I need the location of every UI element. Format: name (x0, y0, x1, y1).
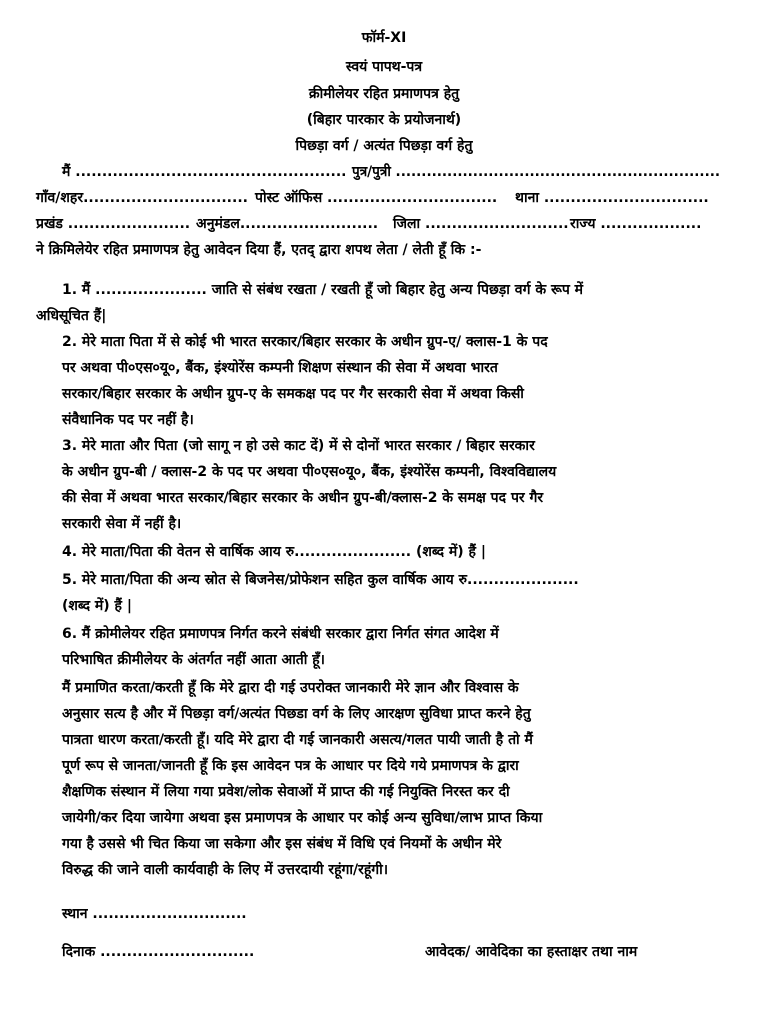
certify-line-5: शैक्षणिक संस्थान में लिया गया प्रवेश/लोक सेवाओं में प्राप्त की गई नियुक्ति निरस्त कर दी (62, 784, 510, 800)
form-number: फॉर्म-XI (361, 30, 407, 46)
certify-line-8: विरुद्ध की जाने वाली कार्यवाही के लिए में उत्तरदायी रहूंगा/रहूंगी। (62, 862, 389, 878)
point-2-line-3: सरकार/बिहार सरकार के अधीन ग्रुप-ए के समकक्ष पद पर गैर सरकारी सेवा में अथवा किसी (62, 386, 524, 402)
point-2-line-4: संवैधानिक पद पर नहीं है। (62, 412, 194, 428)
point-3-line-3: की सेवा में अथवा भारत सरकार/बिहार सरकार के अधीन ग्रुप-बी/क्लास-2 के समक्ष पद पर गैर (62, 490, 544, 506)
certify-line-7: गया है उससे भी चित किया जा सकेगा और इस संबंध में विधि एवं नियमों के अधीन मेरे (62, 836, 502, 852)
point-1-line-2: अधिसूचित हैं| (36, 308, 107, 324)
point-6-line-2: परिभाषित क्रीमीलेयर के अंतर्गत नहीं आता आती हूँ। (62, 652, 325, 668)
declaration-line: ने क्रिमिलेयेर रहित प्रमाणपत्र हेतु आवेदन दिया हैं, एतद् द्वारा शपथ लेता / लेती हूँ कि :- (36, 242, 482, 258)
police-station-field: थाना ............................... (515, 190, 709, 206)
date-field: दिनाक ............................. (62, 944, 255, 960)
point-4-line-1: 4. मेरे माता/पिता की वेतन से वार्षिक आय रु...................... (शब्द में) हैं | (62, 544, 486, 560)
block-field: प्रखंड ....................... (36, 216, 191, 232)
point-2-line-2: पर अथवा पी०एस०यू०, बैंक, इंश्योरेंस कम्पनी शिक्षण संस्थान की सेवा में अथवा भारत (62, 360, 498, 376)
son-daughter-field: पुत्र/पुत्री ............................................................... (352, 164, 721, 180)
point-5-line-2: (शब्द में) हैं | (62, 598, 132, 614)
state-field: राज्य ................... (570, 216, 702, 232)
certify-line-3: पात्रता धारण करता/करती हूँ। यदि मेरे द्वारा दी गई जानकारी असत्य/गलत पायी जाती है तो मैं (62, 732, 533, 748)
point-6-line-1: 6. मैं क्रोमीलेयर रहित प्रमाणपत्र निर्गत करने संबंधी सरकार द्वारा निर्गत संगत आदेश में (62, 626, 499, 642)
post-office-field: पोस्ट ऑफिस ................................ (255, 190, 498, 206)
point-3-line-2: के अधीन ग्रुप-बी / क्लास-2 के पद पर अथवा पी०एस०यू०, बैंक, इंश्योरेंस कम्पनी, विश्वविद्यालय (62, 464, 557, 480)
point-3-line-4: सरकारी सेवा में नहीं है। (62, 516, 182, 532)
village-field: गाँव/शहर............................... (36, 190, 248, 206)
certify-line-1: मैं प्रमाणित करता/करती हूँ कि मेरे द्वारा दी गई उपरोक्त जानकारी मेरे ज्ञान और विश्वास के (62, 680, 519, 696)
form-title: स्वयं पापथ-पत्र (345, 59, 423, 75)
point-3-line-1: 3. मेरे माता और पिता (जो सागू न हो उसे काट दें) में से दोनों भारत सरकार / बिहार सरकार (62, 438, 535, 454)
point-1-line-1: 1. मैं ..................... जाति से संबंध रखता / रखती हूँ जो बिहार हेतु अन्य पिछड़ा वर्ग के रूप में (62, 282, 584, 298)
name-field: मैं ................................................... (62, 164, 347, 180)
subdivision-field: अनुमंडल.......................... (196, 216, 379, 232)
certify-line-6: जायेगी/कर दिया जायेगा अथवा इस प्रमाणपत्र के आधार पर कोई अन्य सुविधा/लाभ प्राप्त किया (62, 810, 543, 826)
certify-line-4: पूर्ण रूप से जानता/जानती हूँ कि इस आवेदन पत्र के आधार पर दिये गये प्रमाणपत्र के द्वारा (62, 758, 519, 774)
place-field: स्थान ............................. (62, 906, 247, 922)
form-purpose: (बिहार पारकार के प्रयोजनार्थ) (306, 112, 462, 128)
signature-label: आवेदक/ आवेदिका का हस्ताक्षर तथा नाम (425, 944, 638, 960)
form-subtitle: क्रीमीलेयर रहित प्रमाणपत्र हेतु (308, 86, 460, 102)
district-field: जिला ........................... (393, 216, 569, 232)
form-category: पिछड़ा वर्ग / अत्यंत पिछड़ा वर्ग हेतु (295, 138, 473, 154)
certify-line-2: अनुसार सत्य है और में पिछड़ा वर्ग/अत्यंत पिछडा वर्ग के लिए आरक्षण सुविधा प्राप्त करने हेतु (62, 706, 531, 722)
point-2-line-1: 2. मेरे माता पिता में से कोई भी भारत सरकार/बिहार सरकार के अधीन ग्रुप-ए/ क्लास-1 के पद (62, 334, 548, 350)
point-5-line-1: 5. मेरे माता/पिता की अन्य स्रोत से बिजनेस/प्रोफेशन सहित कुल वार्षिक आय रु..................... (62, 572, 579, 588)
